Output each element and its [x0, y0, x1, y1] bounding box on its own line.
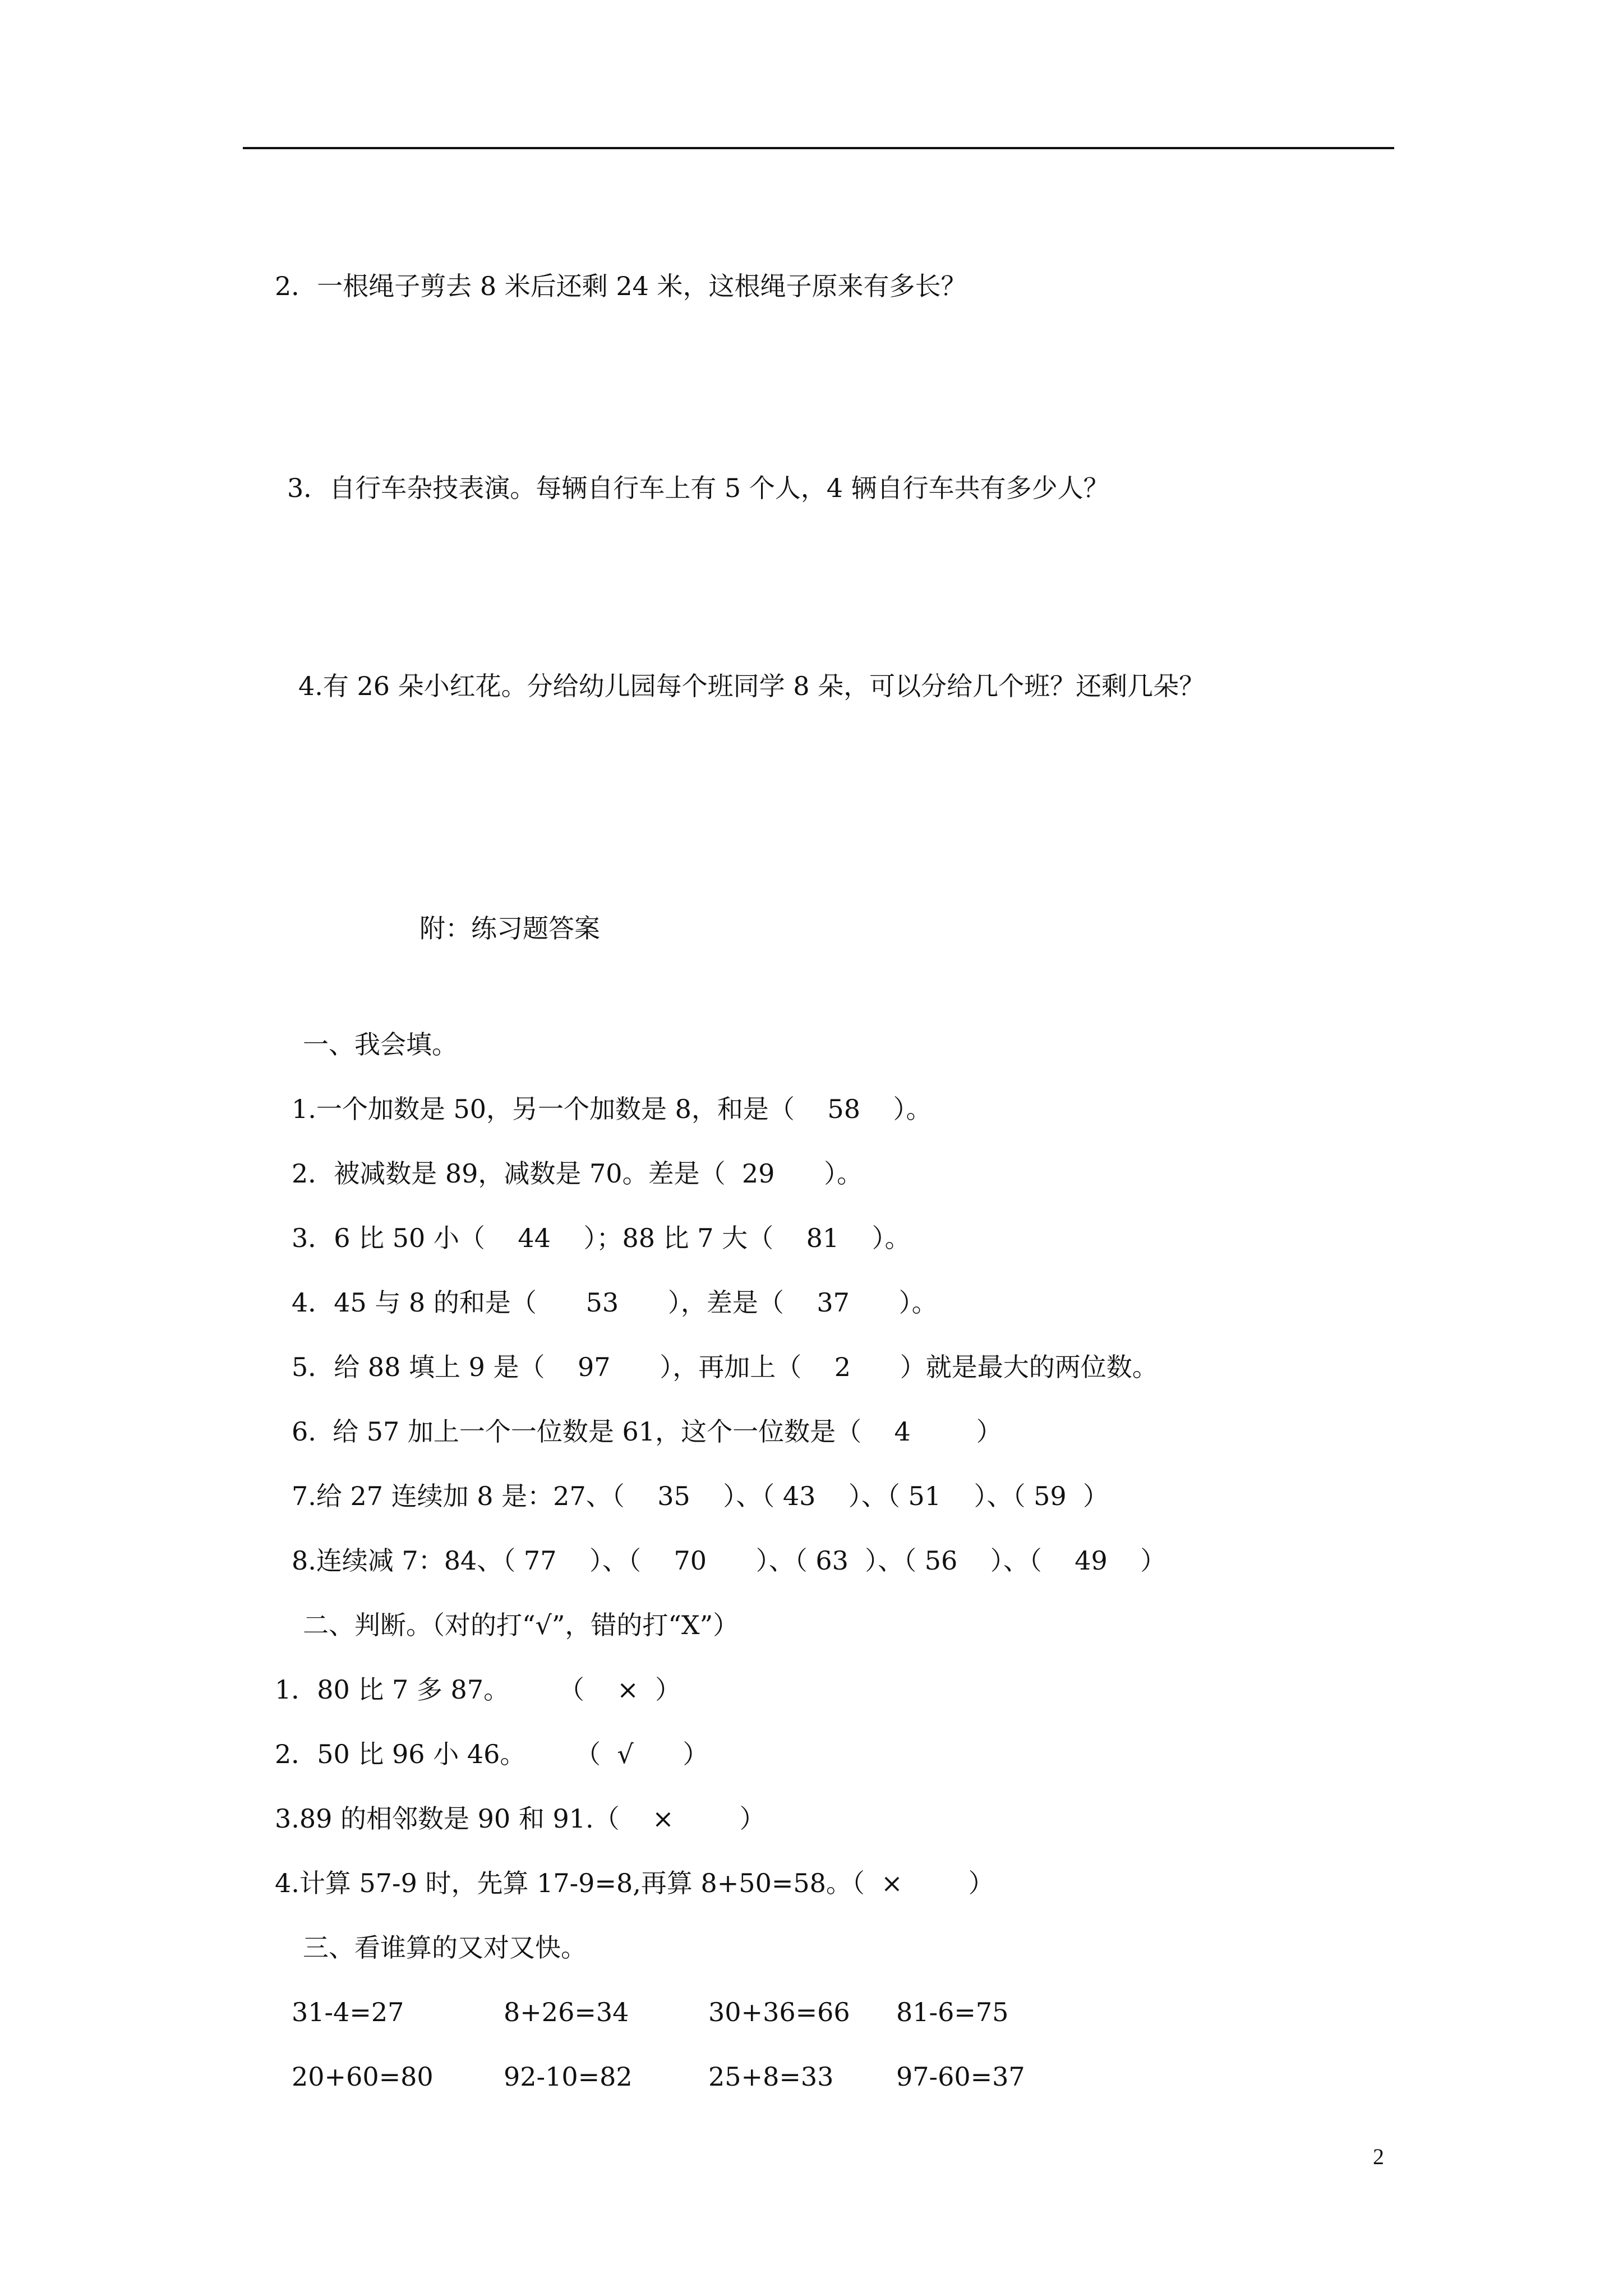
- fill-item-7: 7.给 27 连续加 8 是：27、（ 35 ）、（ 43 ）、（ 51 ）、（ 59 ）: [292, 1481, 1109, 1511]
- header-rule: [243, 147, 1394, 149]
- answers-title: 附：练习题答案: [419, 913, 600, 944]
- calc-cell: 30+36=66: [708, 1997, 850, 2027]
- page-number: 2: [1373, 2144, 1384, 2169]
- judge-item-1: 1．80 比 7 多 87。 （ × ）: [275, 1674, 681, 1705]
- problem-3: 3．自行车杂技表演。每辆自行车上有 5 个人，4 辆自行车共有多少人？: [287, 473, 1109, 503]
- judge-item-2: 2．50 比 96 小 46。 （ √ ）: [275, 1739, 709, 1769]
- fill-item-2: 2．被减数是 89，减数是 70。差是（ 29 ）。: [292, 1158, 863, 1189]
- fill-item-5: 5．给 88 填上 9 是（ 97 ），再加上（ 2 ）就是最大的两位数。: [292, 1352, 1158, 1382]
- calc-cell: 8+26=34: [504, 1997, 629, 2027]
- fill-item-6: 6. 给 57 加上一个一位数是 61，这个一位数是（ 4 ）: [292, 1416, 1002, 1447]
- section2-heading: 二、判断。（对的打“√”，错的打“X”）: [303, 1610, 739, 1640]
- calc-cell: 92-10=82: [504, 2062, 633, 2092]
- calc-cell: 81-6=75: [896, 1997, 1009, 2027]
- judge-item-4: 4.计算 57-9 时，先算 17-9=8,再算 8+50=58。（ × ）: [275, 1868, 994, 1898]
- fill-item-4: 4．45 与 8 的和是（ 53 ），差是（ 37 ）。: [292, 1287, 938, 1318]
- section3-heading: 三、看谁算的又对又快。: [303, 1932, 587, 1963]
- section1-heading: 一、我会填。: [303, 1029, 458, 1060]
- problem-4: 4.有 26 朵小红花。分给幼儿园每个班同学 8 朵，可以分给几个班？还剩几朵？: [298, 671, 1205, 701]
- calc-cell: 31-4=27: [292, 1997, 404, 2027]
- calc-cell: 97-60=37: [896, 2062, 1025, 2092]
- calc-cell: 20+60=80: [292, 2062, 434, 2092]
- fill-item-1: 1.一个加数是 50，另一个加数是 8，和是（ 58 ）。: [292, 1094, 932, 1124]
- calc-cell: 25+8=33: [708, 2062, 834, 2092]
- judge-item-3: 3.89 的相邻数是 90 和 91.（ × ）: [275, 1803, 766, 1834]
- fill-item-3: 3．6 比 50 小（ 44 ）；88 比 7 大（ 81 ）。: [292, 1223, 911, 1253]
- problem-2: 2．一根绳子剪去 8 米后还剩 24 米，这根绳子原来有多长？: [275, 271, 967, 301]
- fill-item-8: 8.连续减 7：84、（ 77 ）、（ 70 ）、（ 63 ）、（ 56 ）、（ 49 ）: [292, 1545, 1166, 1576]
